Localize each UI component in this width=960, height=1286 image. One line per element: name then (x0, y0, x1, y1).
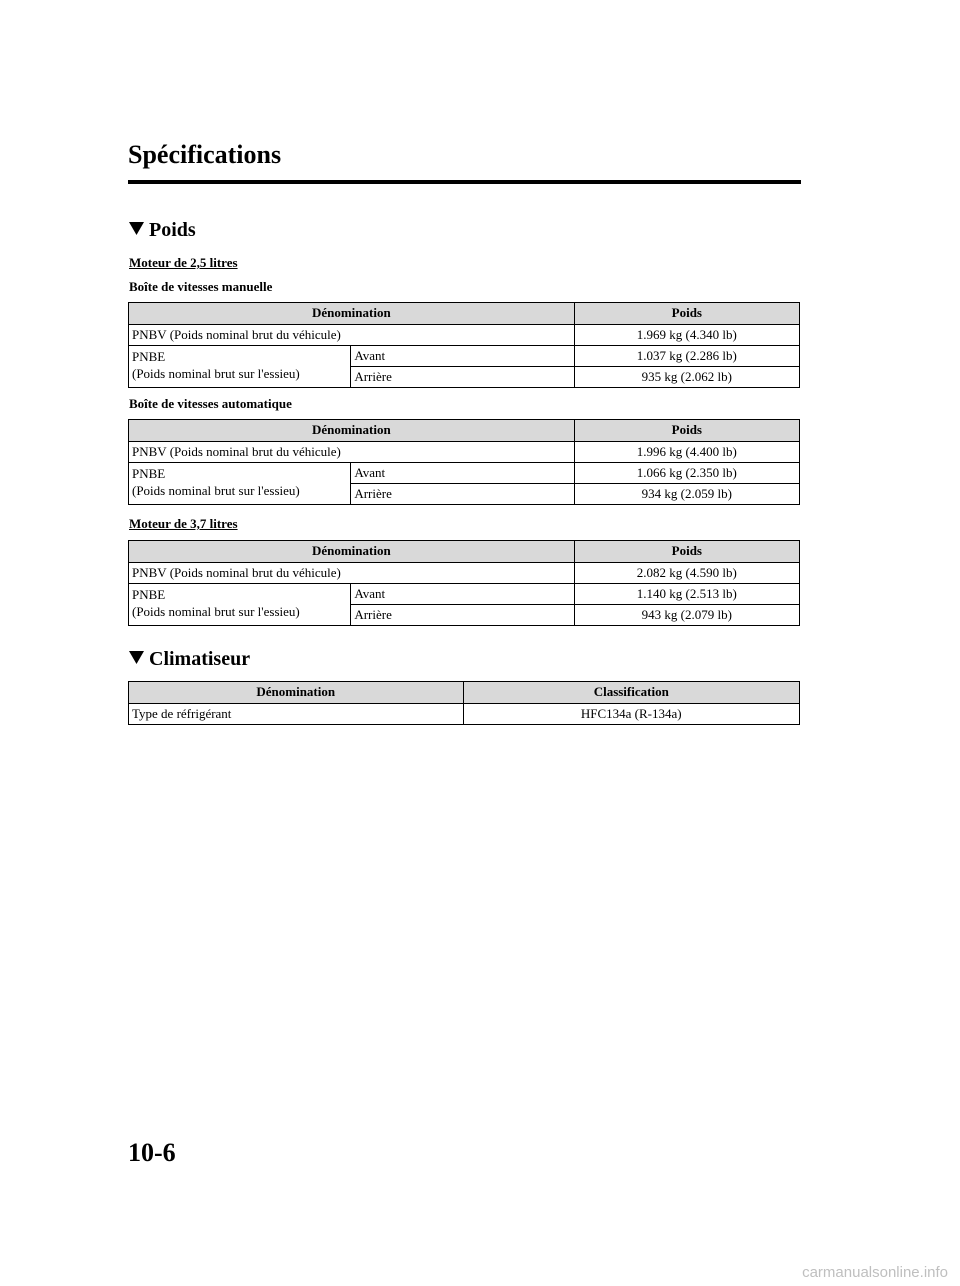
header-poids: Poids (574, 541, 799, 563)
rear-axle-label: Arrière (351, 605, 574, 626)
header-poids: Poids (574, 420, 799, 442)
rear-axle-value: 935 kg (2.062 lb) (574, 367, 799, 388)
pnbe-label: PNBE (Poids nominal brut sur l'essieu) (129, 346, 351, 388)
triangle-down-icon (129, 648, 144, 671)
table-row (129, 584, 800, 605)
front-axle-value: 1.140 kg (2.513 lb) (574, 584, 799, 605)
rear-axle-value: 934 kg (2.059 lb) (574, 484, 799, 505)
pnbv-label: PNBV (Poids nominal brut du véhicule) (129, 563, 575, 584)
pnbe-label: PNBE (Poids nominal brut sur l'essieu) (129, 463, 351, 505)
pnbv-label: PNBV (Poids nominal brut du véhicule) (129, 325, 575, 346)
rear-axle-value: 943 kg (2.079 lb) (574, 605, 799, 626)
refrigerant-label: Type de réfrigérant (129, 704, 464, 725)
table-row (129, 442, 800, 463)
table-row (129, 325, 800, 346)
watermark: carmanualsonline.info (802, 1264, 948, 1281)
triangle-down-icon (129, 219, 144, 242)
front-axle-label: Avant (351, 346, 574, 367)
header-classification: Classification (463, 682, 800, 704)
header-denomination: Dénomination (129, 541, 575, 563)
title-divider (128, 180, 801, 184)
page-number: 10-6 (128, 1138, 176, 1167)
engine-25-heading: Moteur de 2,5 litres (129, 255, 238, 270)
refrigerant-value: HFC134a (R-134a) (463, 704, 800, 725)
section-heading-poids (129, 219, 196, 242)
weight-table-manual (128, 302, 800, 388)
section-heading-poids-text: Poids (149, 219, 196, 241)
table-header-row (129, 420, 800, 442)
rear-axle-label: Arrière (351, 484, 574, 505)
pnbv-value: 1.969 kg (4.340 lb) (574, 325, 799, 346)
page-title: Spécifications (128, 140, 282, 169)
pnbe-label: PNBE (Poids nominal brut sur l'essieu) (129, 584, 351, 626)
section-heading-climatiseur-text: Climatiseur (149, 648, 251, 670)
header-denomination: Dénomination (129, 420, 575, 442)
pnbv-label: PNBV (Poids nominal brut du véhicule) (129, 442, 575, 463)
ac-table (128, 681, 800, 725)
pnbv-value: 1.996 kg (4.400 lb) (574, 442, 799, 463)
table-row (129, 346, 800, 367)
header-poids: Poids (574, 303, 799, 325)
table-header-row (129, 541, 800, 563)
header-denomination: Dénomination (129, 303, 575, 325)
front-axle-label: Avant (351, 584, 574, 605)
pnbv-value: 2.082 kg (4.590 lb) (574, 563, 799, 584)
table-row (129, 463, 800, 484)
weight-table-automatic (128, 419, 800, 505)
table-header-row (129, 682, 800, 704)
front-axle-value: 1.037 kg (2.286 lb) (574, 346, 799, 367)
front-axle-value: 1.066 kg (2.350 lb) (574, 463, 799, 484)
rear-axle-label: Arrière (351, 367, 574, 388)
manual-gearbox-heading: Boîte de vitesses manuelle (129, 279, 273, 294)
weight-table-37 (128, 540, 800, 626)
section-heading-climatiseur (129, 648, 250, 671)
table-row (129, 563, 800, 584)
table-row (129, 704, 800, 725)
header-denomination: Dénomination (129, 682, 464, 704)
engine-37-heading: Moteur de 3,7 litres (129, 516, 238, 531)
table-header-row (129, 303, 800, 325)
automatic-gearbox-heading: Boîte de vitesses automatique (129, 396, 292, 411)
front-axle-label: Avant (351, 463, 574, 484)
